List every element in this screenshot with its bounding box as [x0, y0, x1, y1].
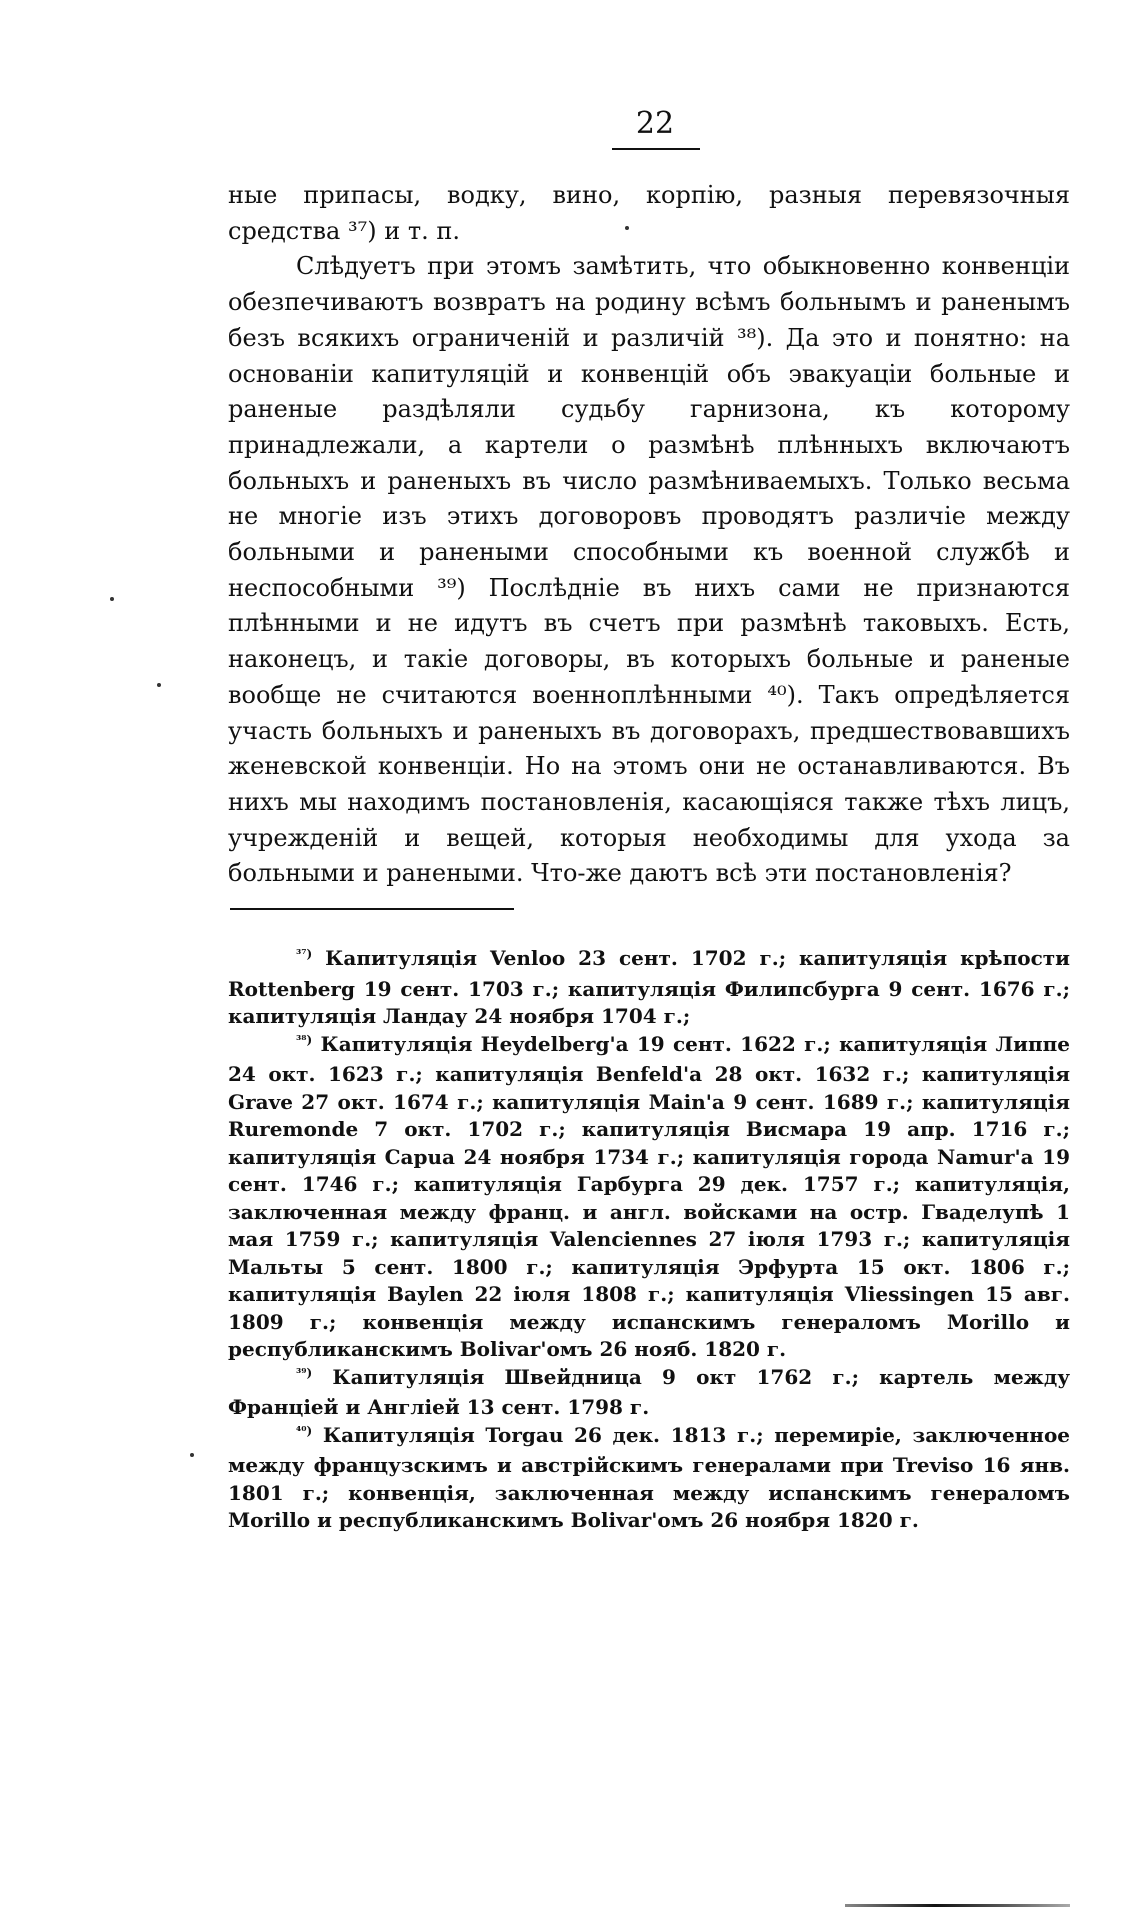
main-text	[228, 178, 1070, 892]
page-number-rule	[612, 148, 700, 150]
scan-speck	[110, 597, 114, 601]
footnote-37-text: Капитуляція Venloo 23 сент. 1702 г.; капитуляція крѣпости Rottenberg 19 сент. 1703 г.; капитуляція Филипсбурга 9 сент. 1676 г.; капитуляція Ландау 24 ноября 1704 г.;	[228, 946, 1070, 1028]
footnote-39-text: Капитуляція Швейдница 9 окт 1762 г.; картель между Франціей и Англіей 13 сент. 1798 г.	[228, 1364, 1070, 1419]
footnote-38-text: Капитуляція Heydelberg'a 19 сент. 1622 г.; капитуляція Липпе 24 окт. 1623 г.; капитуляція Benfeld'a 28 окт. 1632 г.; капитуляція Grave 27 окт. 1674 г.; капитуляція Main'a 9 сент. 1689 г.; капитуляція Ruremonde 7 окт. 1702 г.; капитуляція Висмара 19 апр. 1716 г.; капитуляція Capua 24 ноября 1734 г.; капитуляція города Namur'a 19 сент. 1746 г.; капитуляція Гарбурга 29 дек. 1757 г.; капитуляція, заключенная между франц. и англ. войсками на остр. Гваделупѣ 1 мая 1759 г.; капитуляція Valenciennes 27 іюля 1793 г.; капитуляція Мальты 5 сент. 1800 г.; капитуляція Эрфурта 15 окт. 1806 г.; капитуляція Baylen 22 іюля 1808 г.; капитуляція Vliessingen 15 авг. 1809 г.; конвенція между испанскимъ генераломъ Morillo и республиканскимъ Bolivar'омъ 26 нояб. 1820 г.	[228, 1031, 1070, 1361]
footnotes	[228, 945, 1070, 1535]
paragraph-1: ные припасы, водку, вино, корпію, разныя перевязочныя средства ³⁷) и т. п.	[228, 181, 1070, 245]
scan-speck	[625, 226, 629, 230]
footnote-40-mark: ⁴⁰)	[296, 1423, 313, 1438]
footnote-38	[228, 1031, 1070, 1364]
page-number: 22	[635, 106, 675, 141]
scan-speck	[190, 1453, 194, 1457]
footnote-39-mark: ³⁹)	[296, 1365, 313, 1380]
scan-speck	[157, 683, 161, 687]
footnote-38-mark: ³⁸)	[296, 1032, 313, 1047]
footnote-37-mark: ³⁷)	[296, 947, 313, 961]
footnote-37	[228, 945, 1070, 1031]
scan-edge-line	[845, 1904, 1070, 1907]
footnote-separator	[230, 908, 514, 910]
footnote-39	[228, 1364, 1070, 1422]
footnote-40-text: Капитуляція Torgau 26 дек. 1813 г.; перемиріе, заключенное между французскимъ и австрійскимъ генералами при Treviso 16 янв. 1801 г.; конвенція, заключенная между испанскимъ генераломъ Morillo и республиканскимъ Bolivar'омъ 26 ноября 1820 г.	[228, 1422, 1071, 1532]
paragraph-2: Слѣдуетъ при этомъ замѣтить, что обыкновенно конвенціи обезпечиваютъ возвратъ на родину всѣмъ больнымъ и раненымъ безъ всякихъ ограниченій и различій ³⁸). Да это и понятно: на основаніи капитуляцій и конвенцій объ эвакуаціи больные и раненые раздѣляли судьбу гарнизона, къ которому принадлежали, а картели о размѣнѣ плѣнныхъ включаютъ больныхъ и раненыхъ въ число размѣниваемыхъ. Только весьма не многіе изъ этихъ договоровъ проводятъ различіе между больными и ранеными способными къ военной службѣ и неспособными ³⁹) Послѣдніе въ нихъ сами не признаются плѣнными и не идутъ въ счетъ при размѣнѣ таковыхъ. Есть, наконецъ, и такіе договоры, въ которыхъ больные и раненые вообще не считаются военноплѣнными ⁴⁰). Такъ опредѣляется участь больныхъ и раненыхъ въ договорахъ, предшествовавшихъ женевской конвенціи. Но на этомъ они не останавливаются. Въ нихъ мы находимъ постановленія, касающіяся также тѣхъ лицъ, учрежденій и вещей, которыя необходимы для ухода за больными и ранеными. Что-же даютъ всѣ эти постановленія?	[228, 252, 1070, 888]
footnote-40	[228, 1422, 1070, 1535]
